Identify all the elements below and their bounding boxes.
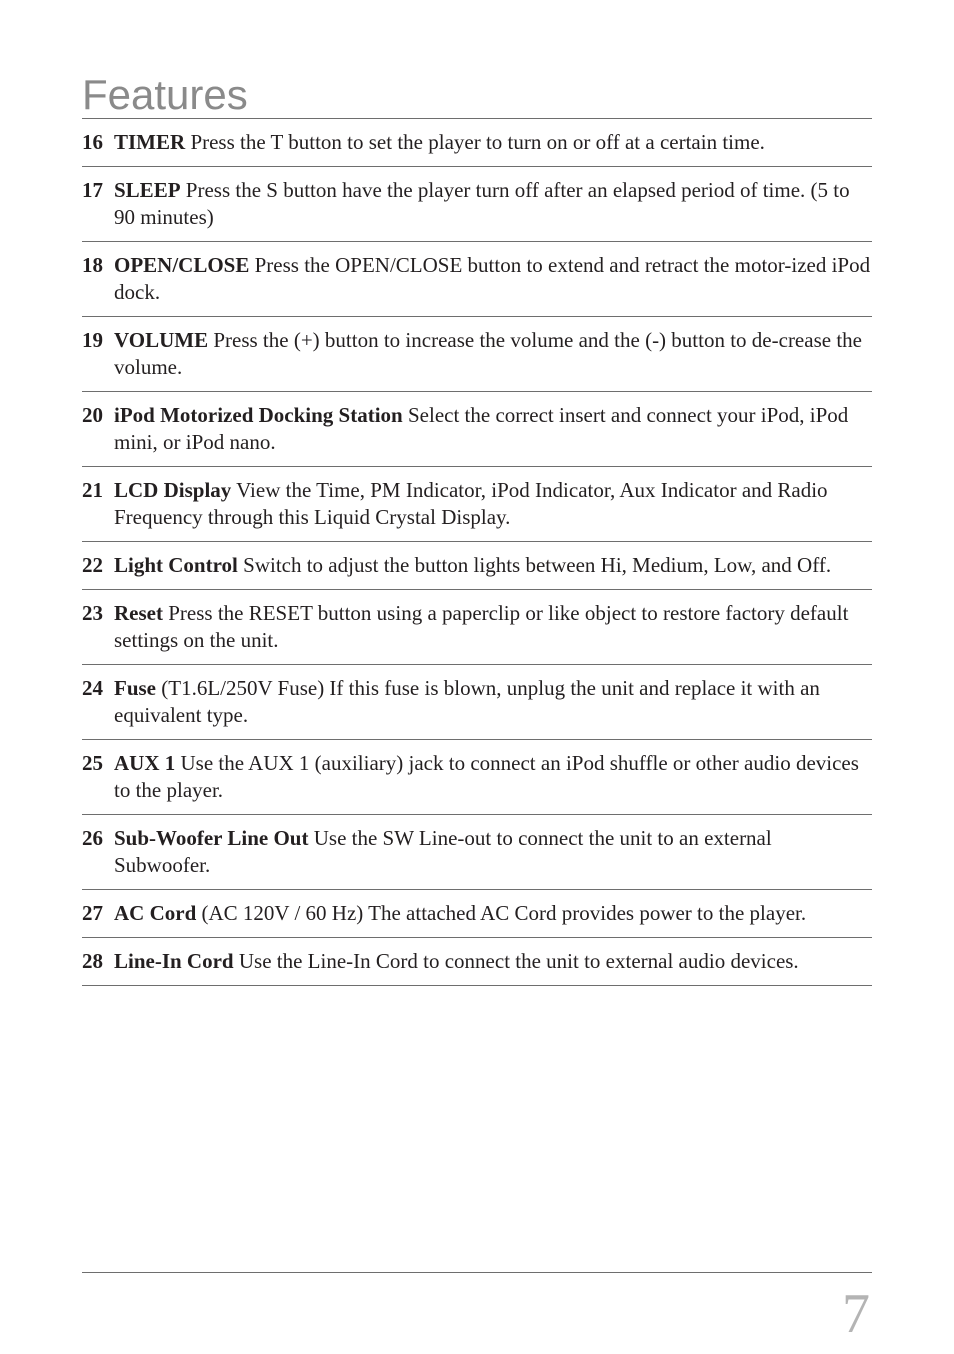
feature-number: 24 bbox=[82, 676, 103, 700]
feature-number: 26 bbox=[82, 826, 103, 850]
feature-text bbox=[114, 948, 872, 975]
feature-term: LCD Display bbox=[114, 478, 232, 502]
feature-number: 19 bbox=[82, 328, 103, 352]
feature-item bbox=[82, 392, 872, 467]
feature-item bbox=[82, 317, 872, 392]
feature-description: Press the T button to set the player to turn on or off at a certain time. bbox=[190, 130, 765, 154]
feature-description: (T1.6L/250V Fuse) If this fuse is blown, unplug the unit and replace it with an equivalent type. bbox=[114, 676, 820, 727]
page-number: 7 bbox=[842, 1283, 870, 1345]
feature-term: OPEN/CLOSE bbox=[114, 253, 250, 277]
feature-item bbox=[82, 542, 872, 590]
feature-term: Fuse bbox=[114, 676, 156, 700]
feature-item bbox=[82, 119, 872, 167]
feature-item bbox=[82, 938, 872, 986]
feature-item bbox=[82, 740, 872, 815]
feature-description: Press the (+) button to increase the volume and the (-) button to de-crease the volume. bbox=[114, 328, 862, 379]
feature-number: 28 bbox=[82, 949, 103, 973]
feature-term: iPod Motorized Docking Station bbox=[114, 403, 403, 427]
feature-list bbox=[82, 119, 872, 986]
feature-term: VOLUME bbox=[114, 328, 209, 352]
feature-number: 16 bbox=[82, 130, 103, 154]
feature-term: Line-In Cord bbox=[114, 949, 234, 973]
feature-number: 21 bbox=[82, 478, 103, 502]
feature-text bbox=[114, 750, 872, 804]
feature-description: Press the RESET button using a paperclip or like object to restore factory default settings on the unit. bbox=[114, 601, 849, 652]
feature-number: 27 bbox=[82, 901, 103, 925]
feature-term: Light Control bbox=[114, 553, 238, 577]
feature-text bbox=[114, 675, 872, 729]
feature-number: 20 bbox=[82, 403, 103, 427]
feature-description: Switch to adjust the button lights between Hi, Medium, Low, and Off. bbox=[243, 553, 832, 577]
feature-description: Use the Line-In Cord to connect the unit to external audio devices. bbox=[238, 949, 799, 973]
feature-item bbox=[82, 665, 872, 740]
feature-number: 17 bbox=[82, 178, 103, 202]
feature-description: Press the S button have the player turn off after an elapsed period of time. (5 to 90 minutes) bbox=[114, 178, 850, 229]
feature-text bbox=[114, 900, 872, 927]
feature-item bbox=[82, 167, 872, 242]
feature-number: 25 bbox=[82, 751, 103, 775]
feature-term: AUX 1 bbox=[114, 751, 176, 775]
feature-term: Reset bbox=[114, 601, 163, 625]
feature-description: View the Time, PM Indicator, iPod Indicator, Aux Indicator and Radio Frequency through this Liquid Crystal Display. bbox=[114, 478, 828, 529]
feature-description: Press the OPEN/CLOSE button to extend and retract the motor-ized iPod dock. bbox=[114, 253, 871, 304]
feature-description: Use the SW Line-out to connect the unit to an external Subwoofer. bbox=[114, 826, 772, 877]
feature-text bbox=[114, 552, 872, 579]
page-title: Features bbox=[82, 71, 248, 118]
feature-text bbox=[114, 327, 872, 381]
feature-text bbox=[114, 177, 872, 231]
feature-text bbox=[114, 129, 872, 156]
feature-term: Sub-Woofer Line Out bbox=[114, 826, 309, 850]
feature-term: SLEEP bbox=[114, 178, 181, 202]
feature-number: 23 bbox=[82, 601, 103, 625]
feature-description: Use the AUX 1 (auxiliary) jack to connect an iPod shuffle or other audio devices to the player. bbox=[114, 751, 859, 802]
feature-number: 22 bbox=[82, 553, 103, 577]
feature-description: (AC 120V / 60 Hz) The attached AC Cord provides power to the player. bbox=[201, 901, 807, 925]
feature-item bbox=[82, 467, 872, 542]
feature-text bbox=[114, 600, 872, 654]
feature-item bbox=[82, 242, 872, 317]
feature-item bbox=[82, 590, 872, 665]
feature-description: Select the correct insert and connect your iPod, iPod mini, or iPod nano. bbox=[114, 403, 849, 454]
feature-term: TIMER bbox=[114, 130, 186, 154]
feature-text bbox=[114, 402, 872, 456]
feature-item bbox=[82, 890, 872, 938]
feature-term: AC Cord bbox=[114, 901, 197, 925]
feature-number: 18 bbox=[82, 253, 103, 277]
feature-text bbox=[114, 252, 872, 306]
feature-item bbox=[82, 815, 872, 890]
feature-text bbox=[114, 825, 872, 879]
footer-divider bbox=[82, 1272, 872, 1273]
feature-text bbox=[114, 477, 872, 531]
